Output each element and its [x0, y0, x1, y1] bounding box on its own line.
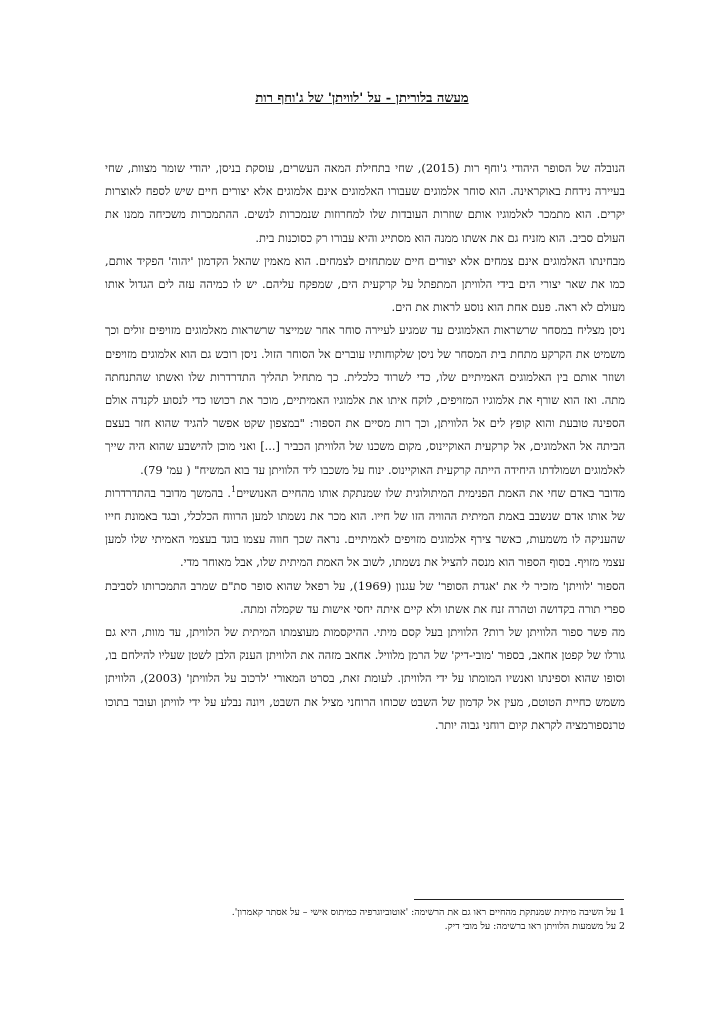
- paragraph-3: ניסן מצליח במסחר שרשראות האלמוגים עד שמגיע לעיירה סוחר אחר שמייצר שרשראות מאלמוגים מזויפים זולים וכך משמיט את הקרקע מתחת בית המסחר של ניסן שלקוחותיו עוברים אל הסוחר הזול. ניסן רוכש גם הוא אלמוגים מזויפים ושוזר אותם בין האלמוגים האמיתיים שלו, כדי לשרוד כלכלית. כך מתחיל תהליך התדרדרות שלו ואשתו שהתנחתה מתה. ואז הוא שורף את אלמוגיו המזויפים, לוקח איתו את אלמוגיו האמיתיים, מוכר את רכושו כדי לנסוע לקנדה אולם הספינה טובעת והוא קופץ לים אל הלוויתן, וכך רות מסיים את הספור: "במצפון שקט אפשר להגיד שהוא חזר בעצם הביתה אל האלמוגים, אל קרקעית האוקיינוס, מקום משכנו של הלוויתן הכביר [...] ואני מוכן להישבע שהוא היה שייך לאלמוגים ושמולדתו היחידה הייתה קרקעית האוקיינוס. ינוח על משכבו ליד הלוויתן עד בוא המשיח" ( עמ' 79).: [105, 323, 625, 477]
- footnote-ref-1[interactable]: 1: [230, 485, 237, 495]
- paragraph-5: הספור 'לוויתן' מזכיר לי את 'אגדת הסופר' של עגנון (1969), על רפאל שהוא סופר סת"ם שמרב התמכרותו לסביבת ספרי תורה בקדושה וטהרה זנח את אשתו ולא קיים איתה יחסי אישות עד שקמלה ומתה.: [105, 578, 625, 616]
- paragraph-4: [105, 482, 625, 575]
- paragraph-4-tail: . בהמשך מדובר בהתדרדרות של אותו אדם שנשבב באמת המיתית ההוויה הזו של חייו. הוא מכר את נשמתו למען הרווח הכלכלי, ובגד באמונת חייו שהעניקה לו משמעות, כאשר צירף אלמוגים מזויפים לאמיתיים. נראה שכך חווה עצמו בוגד בעצמי האמיתי שלו למען עצמי מזויף. בסוף הספור הוא מנסה להציל את נשמתו, לשוב אל האמת המיתית שלו, אבל מאוחר מדי.: [105, 485, 625, 570]
- footnotes: [105, 906, 625, 934]
- footnote-separator: [414, 899, 624, 900]
- paragraph-4-text: מדובר באדם שחי את האמת הפנימית המיתולוגית שלו שמנתקת אותו מהחיים האנושיים: [236, 485, 625, 500]
- paragraph-1: הנובלה של הסופר היהודי ג'וחף רות (2015), שחי בתחילת המאה העשרים, עוסקת בניסן, יהודי שומר מצוות, שחי בעיירה נידחת באוקראינה. הוא סוחר אלמוגים שעבורו האלמוגים אינם אלמוגים אלא יצורים חיים שיש לספח לאוצרות יקרים. הוא מתמכר לאלמוגיו אותם שוזרות העובדות שלו למחרוזות שנמכרות לנשים. ההתמכרות משכיחה ממנו את העולם סביב. הוא מזניח גם את אשתו ממנה הוא מסתייג והיא עבורו רק כסוכנות בית.: [105, 161, 626, 245]
- footnote-1: 1 על השיבה מיתית שמנתקת מהחיים ראו גם את הרשימה: 'אוטוביוגרפיה כמיתוס אישי – על אסתר קאמרון'.: [231, 907, 625, 918]
- paragraph-6: מה פשר ספור הלוויתן של רות? הלוויתן בעל קסם מיתי. ההיקסמות מעוצמתו המיתית של הלוויתן, עד מוות, היא גם גורלו של קפטן אחאב, בספור 'מובי-דיק' של הרמן מלוויל. אחאב מזהה את הלוויתן הענק הלבן לשטן שעליו להילחם בו, וסופו שהוא וספינתו ואנשיו המומתו על ידי הלוויתן. לעומת זאת, בסרט המאורי 'לרכוב על הלוויתן' (2003), הלוויתן משמש כחיית הטוטם, מעין אל קדמון של השבט שכוחו הרוחני מציל את השבט, ויונה נבלע על ידי לוויתן ועובר בתוכו טרנספורמציה לקראת קיום רוחני גבוה יותר.: [105, 625, 625, 732]
- page-title: מעשה בלוריתן - על 'לוויתן' של ג'וחף רות: [255, 91, 469, 106]
- document-body: [105, 157, 625, 737]
- footnote-2: 2 על משמעות הלוויתן ראו ברשימה: על מובי דיק.: [444, 921, 625, 932]
- paragraph-2: מבחינתו האלמוגים אינם צמחים אלא יצורים חיים שמתחזים לצמחים. הוא מאמין שהאל הקדמון 'יהוה' הפקיד אותם, כמו את שאר יצורי הים בידי הלוויתן המתפתל על קרקעית הים, שמפקח עליהם. יש לו כמיהה עזה לים הגדול אותו מעולם לא ראה. פעם אחת הוא נוסע לראות את הים.: [105, 253, 625, 315]
